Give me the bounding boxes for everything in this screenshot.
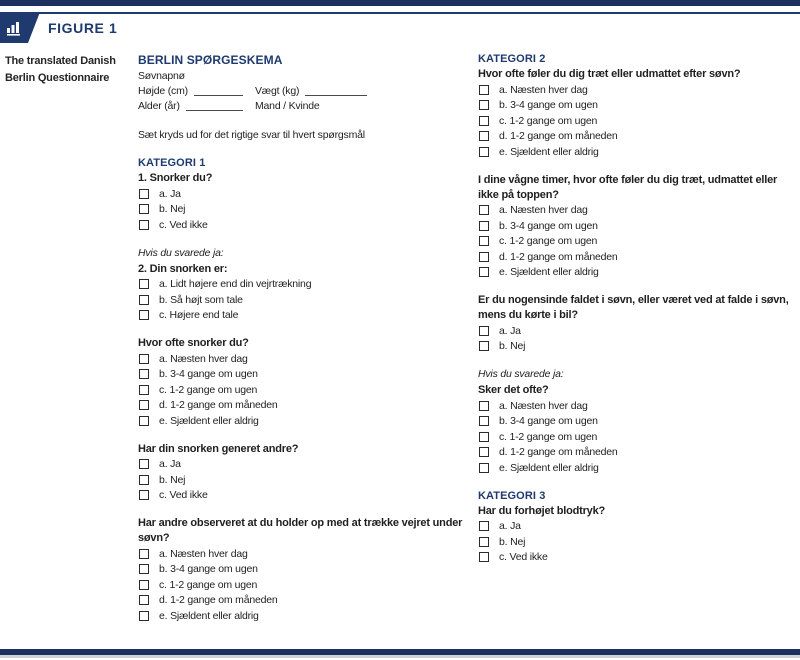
option-label: e. Sjældent eller aldrig <box>159 414 259 427</box>
checkbox <box>479 552 489 562</box>
question-group-holder-op-vejret <box>138 516 470 624</box>
option-row <box>478 398 798 414</box>
option-label: c. Ved ikke <box>159 218 208 231</box>
option-row <box>138 593 470 609</box>
conditional-note: Hvis du svarede ja: <box>138 246 224 259</box>
option-row <box>138 202 470 218</box>
option-label: e. Sjældent eller aldrig <box>159 609 259 622</box>
option-label: b. 3-4 gange om ugen <box>499 415 598 428</box>
figure-label: FIGURE 1 <box>48 20 118 36</box>
checkbox <box>479 116 489 126</box>
option-row <box>138 472 470 488</box>
figure-caption <box>5 53 130 87</box>
checkbox <box>139 385 149 395</box>
option-label: c. 1-2 gange om ugen <box>159 578 258 591</box>
conditional-note: Hvis du svarede ja: <box>478 368 564 380</box>
checkbox <box>139 459 149 469</box>
checkbox <box>139 354 149 364</box>
option-label: b. Nej <box>159 473 186 486</box>
question-group-faldet-i-sovn-bil <box>478 293 798 354</box>
checkbox <box>139 416 149 426</box>
option-label: e. Sjældent eller aldrig <box>499 461 599 474</box>
option-row <box>478 323 798 339</box>
age-field-line <box>186 99 243 111</box>
option-label: a. Lidt højere end din vejrtrækning <box>159 278 312 291</box>
question-text: Hvor ofte snorker du? <box>138 337 249 349</box>
age-field-label: Alder (år) <box>138 100 180 112</box>
option-label: a. Næsten hver dag <box>159 547 248 560</box>
question-group-blodtryk <box>478 504 798 566</box>
checkbox <box>139 189 149 199</box>
form-title: BERLIN SPØRGESKEMA <box>138 53 283 67</box>
option-label: c. 1-2 gange om ugen <box>159 383 258 396</box>
option-label: c. 1-2 gange om ugen <box>499 114 598 127</box>
option-row <box>478 234 798 250</box>
option-row <box>478 534 798 550</box>
question-text: I dine vågne timer, hvor ofte føler du dig træt, udmattet eller ikke på toppen? <box>478 173 778 201</box>
checkbox <box>139 295 149 305</box>
option-row <box>478 429 798 445</box>
checkbox <box>479 252 489 262</box>
option-label: a. Næsten hver dag <box>499 83 588 96</box>
questionnaire-column-left <box>138 53 470 624</box>
option-row <box>478 414 798 430</box>
question-group-generet-andre <box>138 442 470 504</box>
checkbox <box>139 475 149 485</box>
weight-field-line <box>305 84 367 96</box>
question-group-vaagne-timer <box>478 173 798 281</box>
checkbox <box>479 326 489 336</box>
checkbox <box>139 595 149 605</box>
checkbox <box>139 490 149 500</box>
option-label: c. 1-2 gange om ugen <box>499 430 598 443</box>
top-border-bar <box>0 0 800 6</box>
checkbox <box>139 564 149 574</box>
checkbox <box>479 100 489 110</box>
bottom-edge-shading <box>0 655 800 658</box>
checkbox <box>139 220 149 230</box>
option-label: b. 3-4 gange om ugen <box>159 368 258 381</box>
option-row <box>138 217 470 233</box>
option-row <box>478 98 798 114</box>
question-text: Har andre observeret at du holder op med at trække vejret under søvn? <box>138 517 463 544</box>
question-text: Har du forhøjet blodtryk? <box>478 504 606 517</box>
option-row <box>138 382 470 398</box>
option-label: b. Så højt som tale <box>159 293 243 306</box>
option-label: e. Sjældent eller aldrig <box>499 266 599 279</box>
option-label: e. Sjældent eller aldrig <box>499 145 599 158</box>
checkbox <box>139 279 149 289</box>
question-group-traet-efter-sovn <box>478 67 798 160</box>
checkbox <box>139 549 149 559</box>
checkbox <box>139 310 149 320</box>
option-row <box>478 339 798 355</box>
question-text: 2. Din snorken er: <box>138 262 228 275</box>
checkbox <box>139 204 149 214</box>
question-group-sker-det-ofte <box>478 383 798 476</box>
checkbox <box>139 611 149 621</box>
checkbox <box>139 369 149 379</box>
checkbox <box>479 267 489 277</box>
option-label: d. 1-2 gange om måneden <box>159 594 278 607</box>
question-group-din-snorken <box>138 262 470 324</box>
checkbox <box>139 400 149 410</box>
option-row <box>138 608 470 624</box>
option-label: b. Nej <box>499 535 526 548</box>
checkbox <box>479 401 489 411</box>
category2-heading: KATEGORI 2 <box>478 53 546 65</box>
category3-heading: KATEGORI 3 <box>478 489 546 502</box>
option-row <box>138 546 470 562</box>
checkbox <box>479 463 489 473</box>
height-field-line <box>194 84 243 96</box>
option-label: b. 3-4 gange om ugen <box>159 563 258 576</box>
checkbox <box>479 537 489 547</box>
option-row <box>138 186 470 202</box>
option-row <box>478 144 798 160</box>
option-row <box>478 550 798 566</box>
option-row <box>478 519 798 535</box>
instruction-text: Sæt kryds ud for det rigtige svar til hvert spørgsmål <box>138 129 365 141</box>
checkbox <box>479 521 489 531</box>
gender-field-label: Mand / Kvinde <box>255 100 320 112</box>
option-label: c. 1-2 gange om ugen <box>499 235 598 248</box>
questionnaire-column-right <box>478 53 798 565</box>
question-text: 1. Snorker du? <box>138 172 213 184</box>
option-label: a. Næsten hver dag <box>499 399 588 412</box>
checkbox <box>479 416 489 426</box>
option-label: a. Ja <box>499 324 521 337</box>
option-label: b. Nej <box>159 203 186 216</box>
option-label: c. Ved ikke <box>499 551 548 564</box>
option-row <box>138 351 470 367</box>
checkbox <box>479 432 489 442</box>
option-row <box>478 460 798 476</box>
question-group-snorker-du <box>138 171 470 233</box>
option-label: c. Ved ikke <box>159 489 208 502</box>
option-row <box>478 265 798 281</box>
checkbox <box>479 221 489 231</box>
field-row-height-weight <box>138 84 470 99</box>
field-row-age-gender <box>138 99 470 114</box>
bar-chart-icon <box>6 20 24 36</box>
option-row <box>138 488 470 504</box>
category1-heading: KATEGORI 1 <box>138 157 206 169</box>
checkbox <box>479 205 489 215</box>
option-label: a. Ja <box>159 187 181 200</box>
option-row <box>138 308 470 324</box>
height-field-label: Højde (cm) <box>138 85 188 97</box>
checkbox <box>479 147 489 157</box>
option-row <box>478 129 798 145</box>
option-row <box>478 445 798 461</box>
caption-line-1: The translated Danish <box>5 55 116 67</box>
option-row <box>478 203 798 219</box>
option-label: a. Næsten hver dag <box>499 204 588 217</box>
option-label: a. Næsten hver dag <box>159 352 248 365</box>
checkbox <box>479 447 489 457</box>
option-row <box>478 249 798 265</box>
option-row <box>138 413 470 429</box>
question-text: Er du nogensinde faldet i søvn, eller været ved at falde i søvn, mens du kørte i bil? <box>478 294 789 321</box>
weight-field-label: Vægt (kg) <box>255 85 300 97</box>
option-label: d. 1-2 gange om måneden <box>159 399 278 412</box>
option-row <box>138 562 470 578</box>
option-label: c. Højere end tale <box>159 309 239 322</box>
question-text: Hvor ofte føler du dig træt eller udmattet efter søvn? <box>478 68 741 80</box>
option-row <box>138 457 470 473</box>
option-row <box>138 577 470 593</box>
option-label: a. Ja <box>499 520 521 533</box>
option-label: a. Ja <box>159 458 181 471</box>
header-rule <box>0 12 800 14</box>
question-group-hvor-ofte-snorker <box>138 336 470 429</box>
form-subtitle: Søvnapnø <box>138 70 185 82</box>
question-text: Sker det ofte? <box>478 384 549 396</box>
checkbox <box>479 236 489 246</box>
option-row <box>138 292 470 308</box>
option-label: d. 1-2 gange om måneden <box>499 250 618 263</box>
checkbox <box>479 341 489 351</box>
checkbox <box>139 580 149 590</box>
option-row <box>138 367 470 383</box>
figure-badge <box>0 12 40 43</box>
option-row <box>478 218 798 234</box>
option-label: d. 1-2 gange om måneden <box>499 446 618 459</box>
caption-line-2: Berlin Questionnaire <box>5 72 110 84</box>
checkbox <box>479 131 489 141</box>
checkbox <box>479 85 489 95</box>
option-label: b. 3-4 gange om ugen <box>499 219 598 232</box>
option-row <box>478 82 798 98</box>
option-label: d. 1-2 gange om måneden <box>499 130 618 143</box>
question-text: Har din snorken generet andre? <box>138 442 299 455</box>
option-label: b. 3-4 gange om ugen <box>499 99 598 112</box>
option-row <box>138 398 470 414</box>
option-row <box>138 277 470 293</box>
option-row <box>478 113 798 129</box>
option-label: b. Nej <box>499 340 526 353</box>
